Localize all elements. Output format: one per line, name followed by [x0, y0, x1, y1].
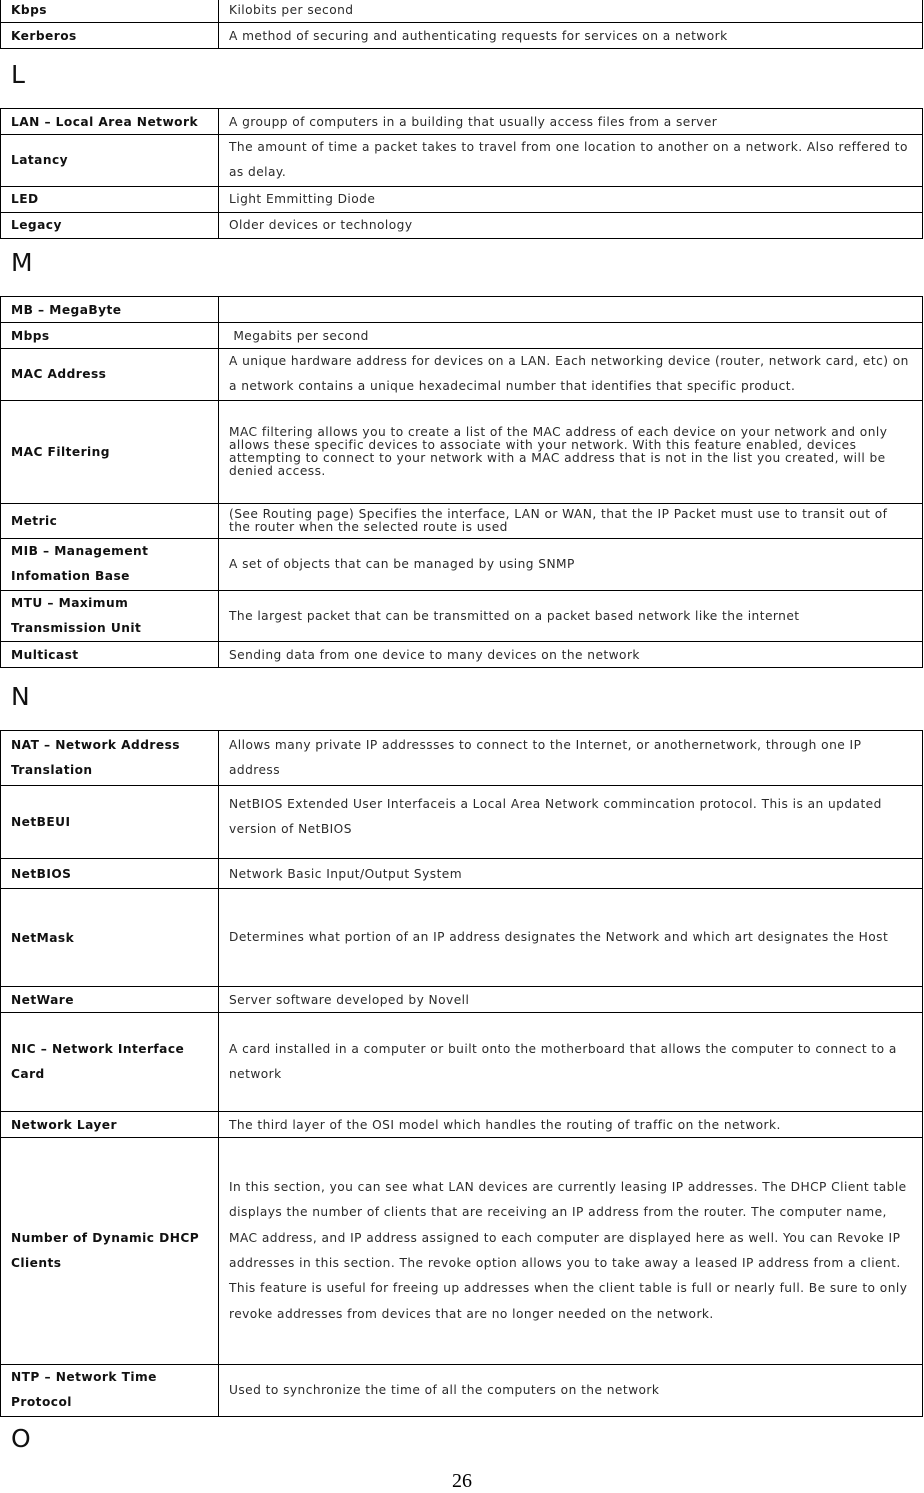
- section-letter-o: O: [11, 1424, 31, 1453]
- glossary-definition: Used to synchronize the time of all the computers on the network: [219, 1365, 923, 1417]
- glossary-definition: The third layer of the OSI model which handles the routing of traffic on the network.: [219, 1112, 923, 1138]
- section-letter-l: L: [11, 60, 25, 89]
- table-row: [1, 400, 923, 503]
- table-row: [1, 590, 923, 642]
- table-row: [1, 297, 923, 323]
- glossary-term: Metric: [1, 503, 219, 538]
- glossary-definition: Sending data from one device to many devices on the network: [219, 642, 923, 668]
- glossary-definition: A set of objects that can be managed by using SNMP: [219, 538, 923, 590]
- glossary-table-k: [0, 0, 923, 49]
- table-row: [1, 1138, 923, 1365]
- glossary-term: NetBEUI: [1, 786, 219, 859]
- glossary-definition: A card installed in a computer or built onto the motherboard that allows the computer to connect to a network: [219, 1013, 923, 1112]
- table-row: [1, 786, 923, 859]
- glossary-term: LAN – Local Area Network: [1, 109, 219, 135]
- glossary-definition: Megabits per second: [219, 323, 923, 349]
- glossary-definition: The amount of time a packet takes to travel from one location to another on a network. Also reffered to as delay.: [219, 135, 923, 187]
- glossary-term: MAC Address: [1, 349, 219, 401]
- table-row: [1, 538, 923, 590]
- section-letter-n: N: [11, 682, 30, 711]
- glossary-term: NAT – Network Address Translation: [1, 731, 219, 786]
- glossary-definition: A groupp of computers in a building that usually access files from a server: [219, 109, 923, 135]
- glossary-term: NIC – Network Interface Card: [1, 1013, 219, 1112]
- glossary-definition: A method of securing and authenticating requests for services on a network: [219, 23, 923, 49]
- table-row: [1, 859, 923, 889]
- table-row: [1, 0, 923, 23]
- glossary-definition: Server software developed by Novell: [219, 987, 923, 1013]
- glossary-definition: Network Basic Input/Output System: [219, 859, 923, 889]
- glossary-definition: Determines what portion of an IP address designates the Network and which art designates the Host: [219, 889, 923, 987]
- table-row: [1, 23, 923, 49]
- glossary-table-l: [0, 108, 923, 239]
- glossary-definition: A unique hardware address for devices on a LAN. Each networking device (router, network card, etc) on a network contains a unique hexadecimal number that identifies that specific product.: [219, 349, 923, 401]
- glossary-term: Number of Dynamic DHCP Clients: [1, 1138, 219, 1365]
- table-row: [1, 135, 923, 187]
- glossary-definition: Allows many private IP addressses to connect to the Internet, or anothernetwork, through one IP address: [219, 731, 923, 786]
- glossary-definition: Light Emmitting Diode: [219, 186, 923, 212]
- table-row: [1, 642, 923, 668]
- table-row: [1, 889, 923, 987]
- page-number: 26: [452, 1470, 472, 1492]
- glossary-definition: MAC filtering allows you to create a list of the MAC address of each device on your network and only allows these specific devices to associate with your network. With this feature enabled, devices attempting to connect to your network with a MAC address that is not in the list you created, will be denied access.: [219, 400, 923, 503]
- table-row: [1, 109, 923, 135]
- table-row: [1, 349, 923, 401]
- glossary-term: Legacy: [1, 212, 219, 238]
- glossary-term: NTP – Network Time Protocol: [1, 1365, 219, 1417]
- table-row: [1, 987, 923, 1013]
- section-letter-m: M: [11, 248, 33, 277]
- table-row: [1, 731, 923, 786]
- glossary-term: NetBIOS: [1, 859, 219, 889]
- glossary-definition: The largest packet that can be transmitted on a packet based network like the internet: [219, 590, 923, 642]
- glossary-term: LED: [1, 186, 219, 212]
- glossary-term: MIB – Management Infomation Base: [1, 538, 219, 590]
- table-row: [1, 1112, 923, 1138]
- glossary-term: MB – MegaByte: [1, 297, 219, 323]
- table-row: [1, 1365, 923, 1417]
- glossary-term: Network Layer: [1, 1112, 219, 1138]
- glossary-definition: [219, 297, 923, 323]
- table-row: [1, 212, 923, 238]
- table-row: [1, 503, 923, 538]
- glossary-term: Kbps: [1, 0, 219, 23]
- glossary-term: Mbps: [1, 323, 219, 349]
- table-row: [1, 1013, 923, 1112]
- glossary-term: Kerberos: [1, 23, 219, 49]
- glossary-term: NetWare: [1, 987, 219, 1013]
- glossary-table-n: [0, 730, 923, 1417]
- glossary-definition: NetBIOS Extended User Interfaceis a Local Area Network commincation protocol. This is an updated version of NetBIOS: [219, 786, 923, 859]
- glossary-table-m: [0, 296, 923, 668]
- glossary-term: Multicast: [1, 642, 219, 668]
- glossary-term: Latancy: [1, 135, 219, 187]
- glossary-definition: (See Routing page) Specifies the interface, LAN or WAN, that the IP Packet must use to transit out of the router when the selected route is used: [219, 503, 923, 538]
- glossary-definition: Older devices or technology: [219, 212, 923, 238]
- glossary-definition: In this section, you can see what LAN devices are currently leasing IP addresses. The DHCP Client table displays the number of clients that are receiving an IP address from the router. The computer name, MAC address, and IP address assigned to each computer are displayed here as well. You can Revoke IP addresses in this section. The revoke option allows you to take away a leased IP address from a client. This feature is useful for freeing up addresses when the client table is full or nearly full. Be sure to only revoke addresses from devices that are no longer needed on the network.: [219, 1138, 923, 1365]
- glossary-term: NetMask: [1, 889, 219, 987]
- table-row: [1, 186, 923, 212]
- glossary-term: MAC Filtering: [1, 400, 219, 503]
- glossary-definition: Kilobits per second: [219, 0, 923, 23]
- table-row: [1, 323, 923, 349]
- glossary-term: MTU – Maximum Transmission Unit: [1, 590, 219, 642]
